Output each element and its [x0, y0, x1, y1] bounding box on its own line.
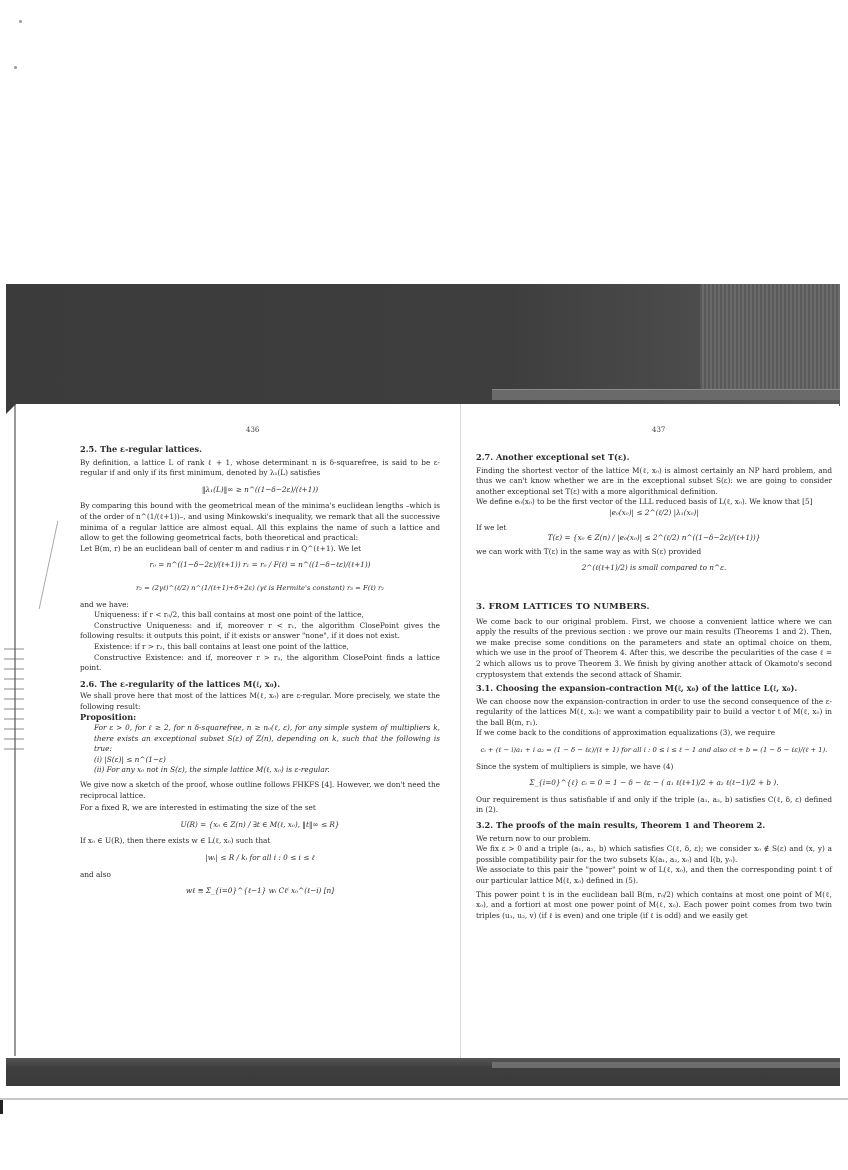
section-heading-3-1: 3.1. Choosing the expansion-contraction M(ℓ, x₀) of the lattice L(ℓ, x₀).: [476, 683, 798, 694]
paragraph: and also: [80, 869, 111, 879]
paragraph: We can choose now the expansion-contraction in order to use the second consequence of the ε-regularity of the lattices M(ℓ, x₀): we want a compatibility pair to build a vector t of M(ℓ, x₀) in the ball B(m, r₁).: [476, 696, 832, 727]
equation: r₂ = (2γℓ)^(ℓ/2) n^(1/(ℓ+1)+δ+2ε) (γℓ is Hermite's constant) r₃ = F(ℓ) r₂: [136, 583, 384, 592]
section-heading-2-6: 2.6. The ε-regularity of the lattices M(ℓ, x₀).: [80, 678, 281, 689]
section-heading-3-2: 3.2. The proofs of the main results, Theorem 1 and Theorem 2.: [476, 820, 766, 831]
scan-shadow-bottom: [6, 1058, 840, 1086]
scan-shadow-top: [6, 284, 840, 406]
paragraph-existence: Existence: if r > r₂, this ball contains at least one point of the lattice,: [94, 641, 349, 651]
equation: wℓ ≡ Σ_{i=0}^{ℓ−1} wᵢ Cℓⁱ x₀^(ℓ−i) [n]: [185, 886, 335, 896]
paragraph: We associate to this pair the "power" point w of L(ℓ, x₀), and then the corresponding point t of our particular lattice M(ℓ, x₀) defined in (5).: [476, 865, 832, 885]
proposition-label: Proposition:: [80, 712, 137, 723]
proposition-body: For ε > 0, for ℓ ≥ 2, for n δ-squarefree, n ≥ n₀(ℓ, ε), for any simple system of multipliers k, there exists an exceptional subset S(ε) of Z(n), depending on k, such that the following is true:: [94, 723, 440, 754]
paragraph: By definition, a lattice L of rank ℓ + 1, whose determinant n is δ-squarefree, is said to be ε-regular if and only if its first minimum, denoted by λ₁(L) satisfies: [80, 457, 440, 478]
equation: T(ε) = {x₀ ∈ Z(n) / |e₀(x₀)| ≤ 2^(ℓ/2) n^((1−δ−2ε)/(ℓ+1))}: [547, 533, 761, 543]
paragraph: we can work with T(ε) in the same way as with S(ε) provided: [476, 546, 702, 556]
page-number-left: 436: [246, 426, 260, 434]
section-heading-3: 3. FROM LATTICES TO NUMBERS.: [476, 601, 650, 612]
proposition-item-ii: (ii) For any x₀ not in S(ε), the simple lattice M(ℓ, x₀) is ε-regular.: [94, 765, 330, 775]
equation: |wᵢ| ≤ R / kᵢ for all i : 0 ≤ i ≤ ℓ: [205, 853, 315, 862]
paragraph: We give now a sketch of the proof, whose outline follows FHKFS [4]. However, we don't need the reciprocal lattice.: [80, 780, 440, 800]
scan-edge-line: [0, 1098, 848, 1100]
equation: 2^(ℓ(ℓ+1)/2) is small compared to n^ε.: [581, 563, 727, 573]
paragraph: Our requirement is thus satisfiable if and only if the triple (a₁, a₂, b) satisfies C(ℓ, δ, ε) defined in (2).: [476, 794, 832, 815]
paragraph: We define e₀(x₀) to be the first vector of the LLL reduced basis of L(ℓ, x₀). We know that [5]: [476, 497, 813, 507]
page-edge-strip: [492, 1062, 840, 1068]
page-edge-strip: [492, 389, 840, 400]
paragraph-constructive-uniqueness: Constructive Uniqueness: and if, moreover r < r₁, the algorithm ClosePoint gives the following results: it outputs this point, if it exists or answer "none", if it does not exist.: [80, 620, 440, 641]
section-heading-2-7: 2.7. Another exceptional set T(ε).: [476, 452, 630, 462]
paragraph: We fix ε > 0 and a triple (a₁, a₂, b) which satisfies C(ℓ, δ, ε); we consider x₀ ∉ S(ε) and (x, y) a possible compatibility pair for the two subsets K(a₁, a₂, x₀) and I(b, y₀).: [476, 844, 832, 864]
paragraph: By comparing this bound with the geometrical mean of the minima's euclidean lengths –which is of the order of n^(1/(ℓ+1))–, and using Minkowski's inequality, we remark that all the successive minima of a regular lattice are almost equal. All this explains the name of such a lattice and allow to get the following geometrical facts, both theoretical and practical:: [80, 501, 440, 543]
page-number-right: 437: [652, 426, 666, 434]
paragraph: and we have:: [80, 599, 129, 609]
paragraph: We shall prove here that most of the lattices M(ℓ, x₀) are ε-regular. More precisely, we state the following result:: [80, 691, 440, 711]
paragraph: Let B(m, r) be an euclidean ball of center m and radius r in Q^(ℓ+1). We let: [80, 543, 362, 553]
paragraph-uniqueness: Uniqueness: if r < r₀/2, this ball contains at most one point of the lattice,: [94, 610, 364, 620]
paragraph: If we let: [476, 522, 507, 532]
paragraph: This power point t is in the euclidean ball B(m, r₀/2) which contains at most one point of M(ℓ, x₀), and a fortiori at most one power point of M(ℓ, x₀). Each power point comes from two twin triples (u₁, u₂, v) (if ℓ is even) and one triple (if ℓ is odd) and we easily get: [476, 889, 832, 920]
scan-edge-mark: [0, 1100, 3, 1114]
paragraph: If we come back to the conditions of approximation equalizations (3), we require: [476, 728, 776, 738]
page-corner: [6, 404, 16, 414]
equation: ‖λ₁(L)‖∞ ≥ n^((1−δ−2ε)/(ℓ+1)): [201, 484, 319, 494]
paragraph: If x₀ ∈ U(R), then there exists w ∈ L(ℓ, x₀) such that: [80, 836, 271, 846]
paragraph: We come back to our original problem. First, we choose a convenient lattice where we can apply the results of the previous section : we prove our main results (Theorems 1 and 2). Then, we make precise some conditions on the parameters and state an optimal choice on them, which we use in the proof of Theorem 4. After this, we describe the pecularities of the case ℓ = 2 which allows us to prove Theorem 3. We finish by giving another attack of Okamoto's second cryptosystem that extends the second attack of Shamir.: [476, 616, 832, 679]
margin-bleed-through: [4, 640, 24, 750]
proposition-item-i: (i) |S(ε)| ≤ n^(1−ε): [94, 754, 166, 764]
scan-speck: [14, 66, 17, 69]
scan-stripes: [700, 284, 840, 400]
equation: U(R) = {x₀ ∈ Z(n) / ∃t ∈ M(ℓ, x₀), ‖t‖∞ ≤ R}: [180, 819, 340, 829]
equation: |e₀(x₀)| ≤ 2^(ℓ/2) |λ₁(x₀)|: [609, 507, 699, 517]
paragraph: Since the system of multipliers is simple, we have (4): [476, 761, 674, 771]
paragraph-constructive-existence: Constructive Existence: and if, moreover r > r₃, the algorithm ClosePoint finds a lattice point.: [80, 652, 440, 673]
paragraph: We return now to our problem.: [476, 833, 591, 843]
right-page-text: [476, 452, 832, 921]
paragraph: For a fixed R, we are interested in estimating the size of the set: [80, 803, 316, 813]
scan-speck: [19, 20, 22, 23]
paragraph: Finding the shortest vector of the lattice M(ℓ, x₀) is almost certainly an NP hard problem, and thus we can't know whether we are in the exceptional subset S(ε): we are going to consider another exceptional set T(ε) with a more algorithmical definition.: [476, 465, 832, 496]
left-page-text: [80, 444, 440, 897]
equation: r₀ = n^((1−δ−2ε)/(ℓ+1)) r₁ = r₀ / F(ℓ) = n^((1−δ−ℓε)/(ℓ+1)): [149, 560, 371, 570]
equation: Σ_{i=0}^{ℓ} cᵢ = 0 = 1 − δ − ℓε − ( a₁ ℓ(ℓ+1)/2 + a₂ ℓ(ℓ−1)/2 + b ).: [529, 778, 779, 788]
section-heading-2-5: 2.5. The ε-regular lattices.: [80, 444, 202, 454]
equation: cᵢ + (ℓ − i)a₁ + i a₂ = (1 − δ − ℓε)/(ℓ + 1) for all i : 0 ≤ i ≤ ℓ − 1 and also cℓ + b = (1 − δ − ℓε)/(ℓ + 1).: [480, 746, 828, 755]
